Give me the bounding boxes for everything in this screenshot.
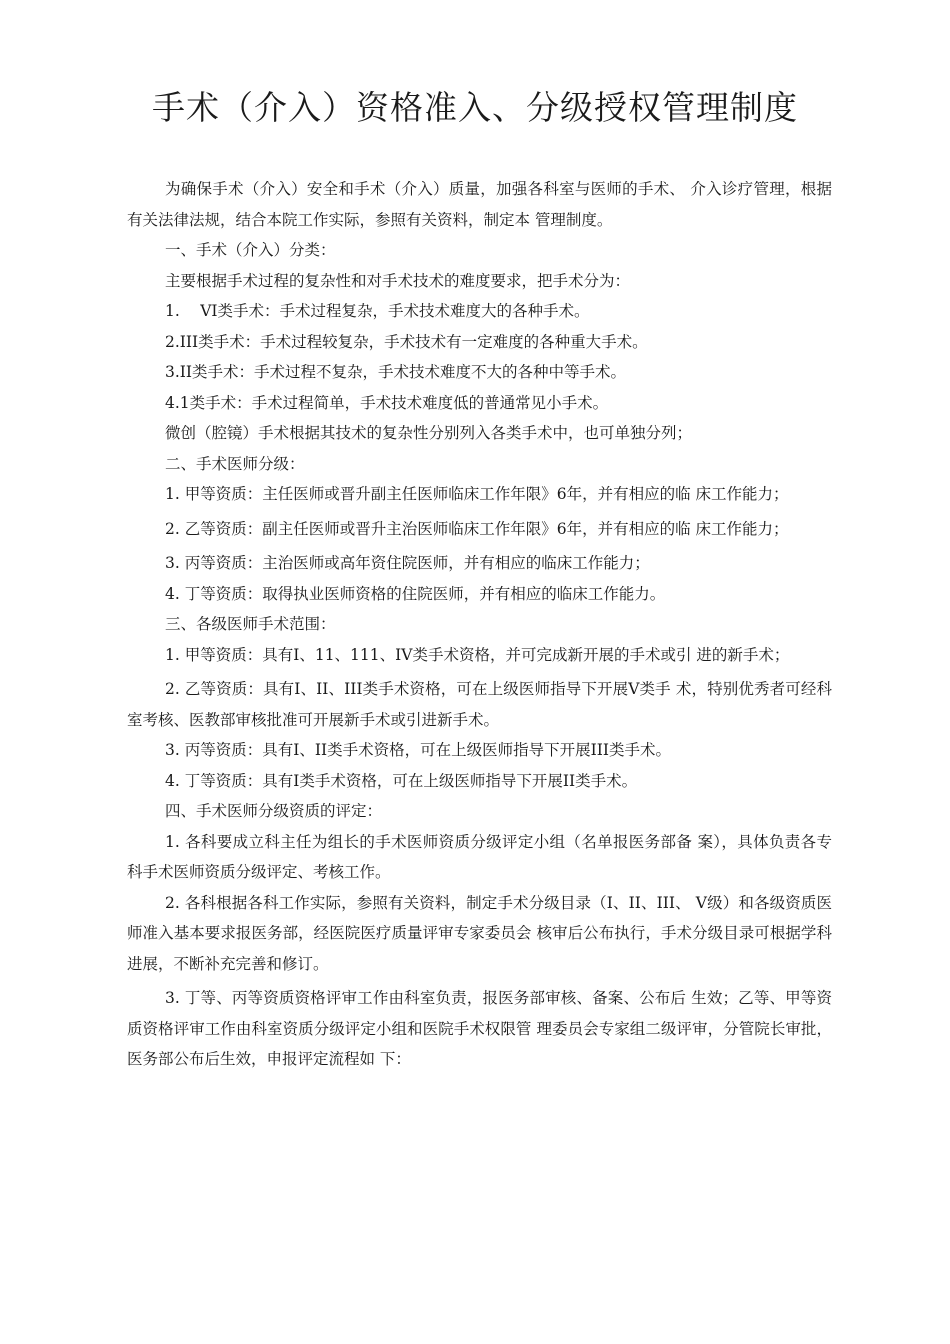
list-item: 4.1类手术：手术过程简单，手术技术难度低的普通常见小手术。: [165, 393, 609, 412]
list-item: 2. 各科根据各科工作实际，参照有关资料，制定手术分级目录（I、II、III、 V级）和各级资质医师准入基本要求报医务部，经医院医疗质量评审专家委员会 核审后公布执行，手术分级目录可根据学科进展，不断补充完善和修订。: [127, 893, 832, 973]
list-item: 1. 甲等资质：主任医师或晋升副主任医师临床工作年限》6年，并有相应的临 床工作能力；: [165, 485, 789, 503]
paragraph: 主要根据手术过程的复杂性和对手术技术的难度要求，把手术分为：: [165, 271, 631, 290]
list-item: 2.III类手术：手术过程较复杂，手术技术有一定难度的各种重大手术。: [165, 332, 648, 351]
list-item: 3. 丙等资质：主治医师或高年资住院医师，并有相应的临床工作能力；: [165, 554, 650, 572]
list-item: 3.II类手术：手术过程不复杂，手术技术难度不大的各种中等手术。: [165, 363, 627, 381]
list-item: 2. 乙等资质：副主任医师或晋升主治医师临床工作年限》6年，并有相应的临 床工作能力；: [165, 519, 789, 538]
list-item: 4. 丁等资质：取得执业医师资格的住院医师，并有相应的临床工作能力。: [165, 584, 666, 603]
paragraph: 微创（腔镜）手术根据其技术的复杂性分别列入各类手术中，也可单独分列；: [165, 424, 693, 442]
section-heading-3: 三、各级医师手术范围：: [165, 615, 336, 633]
intro-paragraph: 为确保手术（介入）安全和手术（介入）质量，加强各科室与医师的手术、 介入诊疗管理，根据有关法律法规，结合本院工作实际，参照有关资料，制定本 管理制度。: [127, 180, 832, 229]
list-item: 1. 甲等资质：具有I、11、111、IV类手术资格，并可完成新开展的手术或引 进的新手术；: [165, 645, 790, 664]
list-item: 3. 丁等、丙等资质资格评审工作由科室负责，报医务部审核、备案、公布后 生效；乙等、甲等资质资格评审工作由科室资质分级评定小组和医院手术权限管 理委员会专家组二级评审，分管院长审批，医务部公布后生效，申报评定流程如 下：: [127, 989, 832, 1068]
document-title: 手术（介入）资格准入、分级授权管理制度: [152, 88, 798, 127]
section-heading-4: 四、手术医师分级资质的评定：: [165, 802, 383, 820]
list-item: 1. 各科要成立科主任为组长的手术医师资质分级评定小组（名单报医务部备 案），具体负责各专科手术医师资质分级评定、考核工作。: [127, 832, 832, 881]
section-heading-1: 一、手术（介入）分类：: [165, 241, 336, 259]
section-heading-2: 二、手术医师分级：: [165, 454, 305, 473]
list-item: 4. 丁等资质：具有I类手术资格，可在上级医师指导下开展II类手术。: [165, 771, 638, 790]
list-item: 2. 乙等资质：具有I、II、III类手术资格，可在上级医师指导下开展V类手 术，特别优秀者可经科室考核、医教部审核批准可开展新手术或引进新手术。: [127, 680, 832, 729]
list-item: 1. VI类手术：手术过程复杂，手术技术难度大的各种手术。: [165, 302, 590, 320]
document-body: [127, 174, 832, 1075]
list-item: 3. 丙等资质：具有I、II类手术资格，可在上级医师指导下开展III类手术。: [165, 741, 671, 759]
